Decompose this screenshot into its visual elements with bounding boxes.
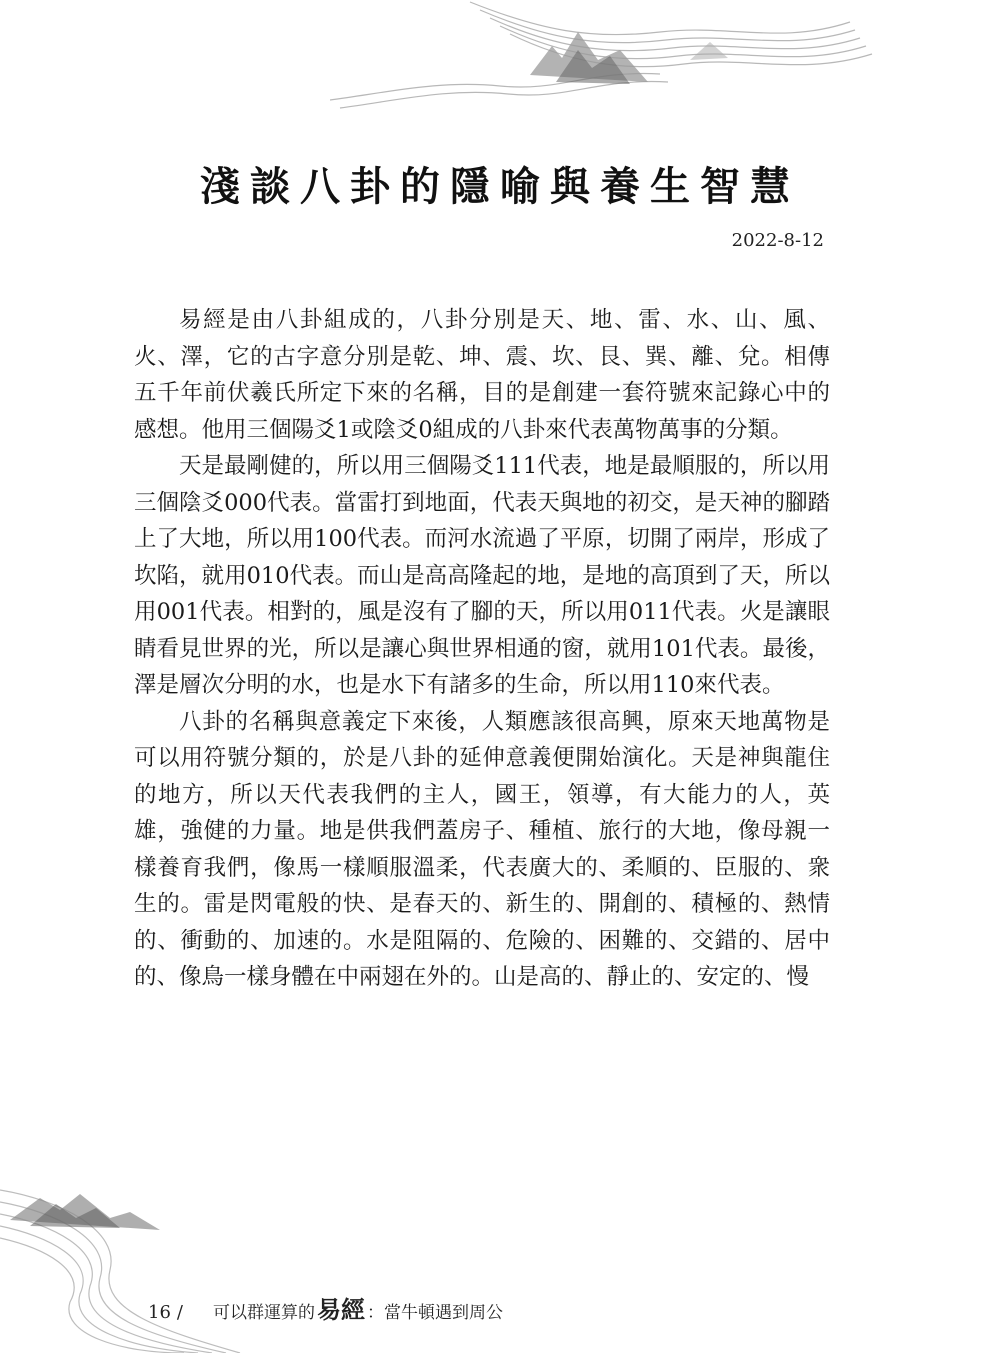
book-title-suffix: ：當牛頓遇到周公 [366, 1303, 503, 1323]
paragraph: 易經是由八卦組成的，八卦分別是天、地、雷、水、山、風、火、澤，它的古字意分別是乾、坤、震、坎、艮、巽、離、兌。相傳五千年前伏羲氏所定下來的名稱，目的是創建一套符號來記錄心中的感想。他用三個陽爻1或陰爻0組成的八卦來代表萬物萬事的分類。 [134, 307, 830, 443]
page-title: 淺談八卦的隱喻與養生智慧 [200, 163, 800, 210]
book-title-emphasis: 易經 [316, 1295, 365, 1324]
book-title-prefix: 可以群運算的 [212, 1303, 315, 1323]
article-body [134, 302, 830, 996]
footer-separator: / [176, 1302, 183, 1323]
paragraph: 八卦的名稱與意義定下來後，人類應該很高興，原來天地萬物是可以用符號分類的，於是八卦的延伸意義便開始演化。天是神與龍住的地方，所以天代表我們的主人，國王，領導，有大能力的人，英雄，強健的力量。地是供我們蓋房子、種植、旅行的大地，像母親一樣養育我們，像馬一樣順服溫柔，代表廣大的、柔順的、臣服的、衆生的。雷是閃電般的快、是春天的、新生的、開創的、積極的、熱情的、衝動的、加速的。水是阻隔的、危險的、困難的、交錯的、居中的、像鳥一樣身體在中兩翅在外的。山是高的、靜止的、安定的、慢 [134, 708, 830, 990]
page-number: 16 [148, 1302, 171, 1323]
article-date: 2022-8-12 [731, 230, 824, 251]
paragraph: 天是最剛健的，所以用三個陽爻111代表，地是最順服的，所以用三個陰爻000代表。當雷打到地面，代表天與地的初交，是天神的腳踏上了大地，所以用100代表。而河水流過了平原，切開了兩岸，形成了坎陷，就用010代表。而山是高高隆起的地，是地的高頂到了天，所以用001代表。相對的，風是沒有了腳的天，所以用011代表。火是讓眼睛看見世界的光，所以是讓心與世界相通的窗，就用101代表。最後，澤是層次分明的水，也是水下有諸多的生命，所以用110來代表。 [134, 453, 830, 698]
page-footer [148, 1290, 503, 1326]
decorative-landscape-top [330, 0, 890, 120]
